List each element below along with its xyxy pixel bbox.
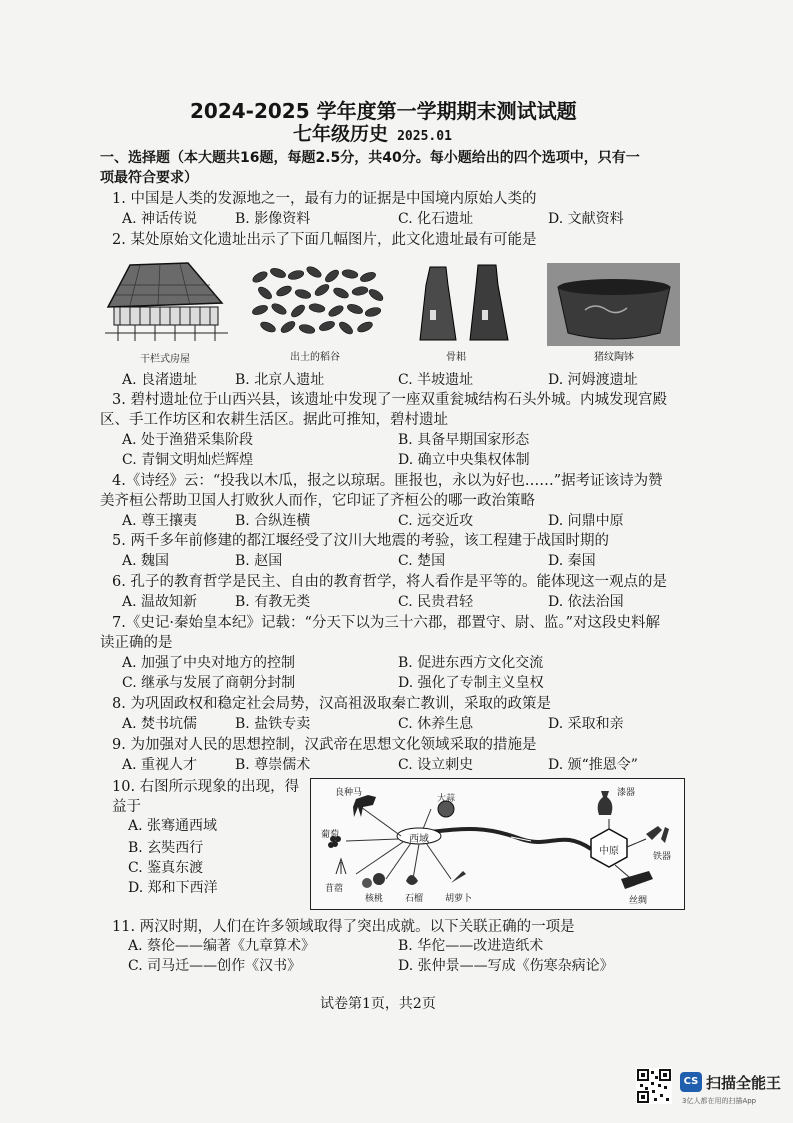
option: B. 盐铁专卖 [235, 716, 311, 732]
option: D. 问鼎中原 [548, 513, 624, 529]
option: A. 加强了中央对地方的控制 [122, 655, 296, 671]
option: A. 张骞通西域 [128, 818, 218, 834]
label-iron: 铁器 [653, 852, 672, 862]
option: D. 颁“推恩令” [548, 757, 638, 773]
option: D. 强化了专制主义皇权 [398, 675, 544, 691]
label-pomegranate: 石榴 [405, 894, 424, 904]
option: A. 尊王攘夷 [122, 513, 198, 529]
silk-road-figure [310, 778, 685, 910]
question-stem: 2. 某处原始文化遗址出示了下面几幅图片，此文化遗址最有可能是 [112, 232, 537, 248]
label-walnut: 核桃 [365, 894, 384, 904]
option: A. 温故知新 [122, 594, 198, 610]
option: D. 依法治国 [548, 594, 624, 610]
qr-code-icon [636, 1068, 672, 1104]
q2-figure [100, 255, 685, 363]
question-stem: 11. 两汉时期，人们在许多领域取得了突出成就。以下关联正确的一项是 [112, 919, 575, 935]
option: B. 赵国 [235, 553, 283, 569]
question-stem: 5. 两千多年前修建的都江堰经受了汶川大地震的考验，该工程建于战国时期的 [112, 533, 609, 549]
option: D. 确立中央集权体制 [398, 452, 530, 468]
caption-bone-spade: 骨耜 [446, 352, 466, 363]
label-zhongyuan: 中原 [599, 846, 619, 857]
option: A. 重视人才 [122, 757, 198, 773]
option: B. 北京人遗址 [235, 372, 325, 388]
exam-subject: 七年级历史 [293, 123, 389, 145]
option: A. 处于渔猎采集阶段 [122, 432, 254, 448]
option: B. 促进东西方文化交流 [398, 655, 544, 671]
option: B. 影像资料 [235, 211, 311, 227]
option: D. 采取和亲 [548, 716, 624, 732]
caption-pottery: 猪纹陶钵 [594, 352, 634, 363]
option: D. 郑和下西洋 [128, 880, 218, 896]
question-stem-cont: 美齐桓公帮助卫国人打败狄人而作，它印证了齐桓公的哪一政治策略 [100, 493, 535, 509]
rice-grains-image [251, 265, 385, 337]
label-carrot: 胡萝卜 [445, 894, 473, 904]
question-stem: 9. 为加强对人民的思想控制，汉武帝在思想文化领域采取的措施是 [112, 737, 537, 753]
question-stem-cont: 读正确的是 [100, 635, 173, 651]
scanner-tagline: 3亿人都在用的扫描App [682, 1097, 757, 1105]
label-alfalfa: 苜蓿 [325, 884, 344, 894]
bone-spade-image [420, 265, 508, 340]
option: B. 尊崇儒术 [235, 757, 311, 773]
label-lacquer: 漆器 [617, 788, 636, 798]
option: C. 鉴真东渡 [128, 860, 204, 876]
option: C. 化石遗址 [398, 211, 474, 227]
question-stem: 6. 孔子的教育哲学是民主、自由的教育哲学，将人看作是平等的。能体现这一观点的是 [112, 574, 667, 590]
option: A. 良渚遗址 [122, 372, 198, 388]
option: C. 民贵君轻 [398, 594, 474, 610]
option: B. 玄奘西行 [128, 840, 204, 856]
option: C. 半坡遗址 [398, 372, 474, 388]
option: B. 合纵连横 [235, 513, 311, 529]
option: C. 继承与发展了商朝分封制 [122, 675, 296, 691]
label-silk: 丝绸 [629, 896, 648, 906]
option: A. 神话传说 [122, 211, 198, 227]
page-footer: 试卷第1页，共2页 [320, 996, 436, 1012]
option: C. 设立刺史 [398, 757, 474, 773]
caption-rice: 出土的稻谷 [290, 352, 340, 363]
cs-logo-icon: CS [680, 1072, 702, 1092]
option: B. 具备早期国家形态 [398, 432, 530, 448]
option: C. 司马迁——创作《汉书》 [128, 958, 302, 974]
exam-subtitle-row [293, 119, 452, 146]
label-garlic: 大蒜 [437, 794, 456, 804]
option: C. 楚国 [398, 553, 446, 569]
option: D. 文献资料 [548, 211, 624, 227]
option: D. 秦国 [548, 553, 596, 569]
option: D. 河姆渡遗址 [548, 372, 638, 388]
option: B. 有教无类 [235, 594, 311, 610]
question-stem-cont: 益于 [112, 799, 141, 815]
option: C. 远交近攻 [398, 513, 474, 529]
label-horse: 良种马 [335, 788, 363, 798]
option: C. 青铜文明灿烂辉煌 [122, 452, 254, 468]
question-stem: 1. 中国是人类的发源地之一，最有力的证据是中国境内原始人类的 [112, 191, 537, 207]
label-xiyu: 西域 [409, 834, 429, 845]
option: D. 张仲景——写成《伤寒杂病论》 [398, 958, 614, 974]
scanner-brand: 扫描全能王 [706, 1074, 782, 1092]
option: B. 华佗——改进造纸术 [398, 938, 544, 954]
pottery-bowl-image [547, 263, 680, 346]
question-stem: 7.《史记·秦始皇本纪》记载：“分天下以为三十六郡，郡置守、尉、监。”对这段史料解 [112, 615, 661, 631]
section-heading: 一、选择题（本大题共16题，每题2.5分，共40分。每小题给出的四个选项中，只有一 [100, 150, 640, 166]
question-stem: 10. 右图所示现象的出现，得 [112, 779, 300, 795]
option: A. 焚书坑儒 [122, 716, 198, 732]
question-stem-cont: 区、手工作坊区和农耕生活区。据此可推知，碧村遗址 [100, 412, 448, 428]
section-heading-cont: 项最符合要求） [100, 170, 198, 186]
label-grape: 葡萄 [321, 830, 340, 840]
question-stem: 8. 为巩固政权和稳定社会局势，汉高祖汲取秦亡教训，采取的政策是 [112, 696, 551, 712]
option: A. 魏国 [122, 553, 170, 569]
question-stem: 3. 碧村遗址位于山西兴县，该遗址中发现了一座双重瓮城结构石头外城。内城发现宫殿 [112, 392, 667, 408]
question-stem: 4.《诗经》云：“投我以木瓜，报之以琼琚。匪报也，永以为好也……”据考证该诗为赞 [112, 473, 663, 489]
caption-stilt-house: 干栏式房屋 [140, 354, 190, 365]
option: C. 休养生息 [398, 716, 474, 732]
exam-date: 2025.01 [397, 129, 452, 144]
stilt-house-image [105, 263, 228, 341]
exam-title: 2024-2025 学年度第一学期期末测试试题 [190, 99, 577, 123]
option: A. 蔡伦——编著《九章算术》 [128, 938, 316, 954]
silk-road-drawing [311, 779, 684, 909]
